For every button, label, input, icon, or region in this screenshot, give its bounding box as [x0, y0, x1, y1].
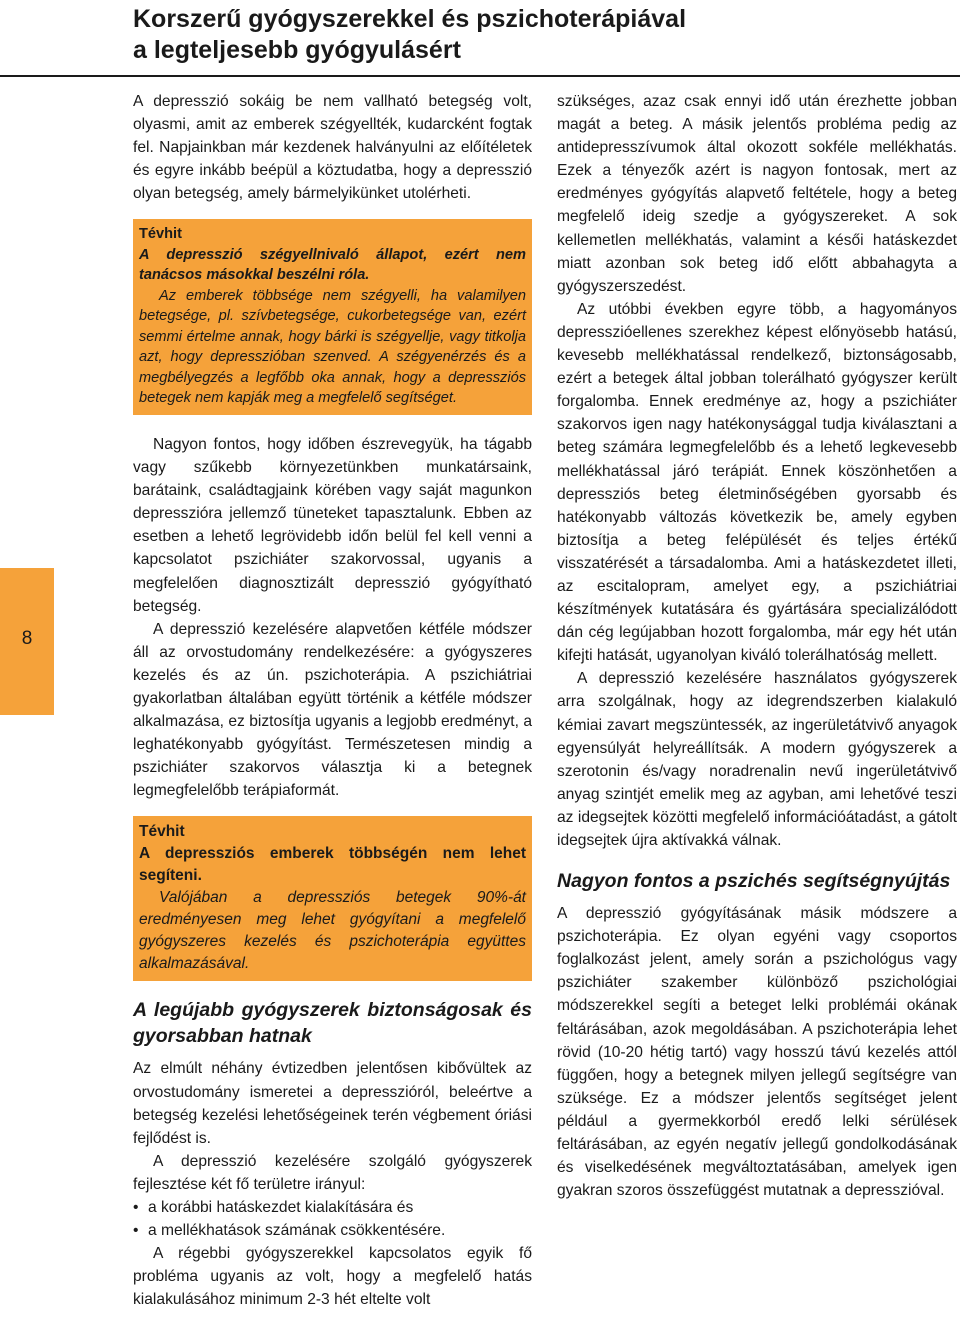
section-heading: A legújabb gyógyszerek biztonságosak és gyorsabban hatnak: [133, 999, 532, 1048]
paragraph: A depresszió kezelésére szolgáló gyógyszerek fejlesztése két fő területre irányul:: [133, 1152, 532, 1193]
myth-label: Tévhit: [139, 226, 182, 243]
list-item: • a mellékhatások számának csökkentésére.: [133, 1219, 532, 1242]
section-heading: Nagyon fontos a pszichés segítségnyújtás: [557, 870, 951, 893]
myth-body: Valójában a depressziós betegek 90%-át eredményesen meg lehet gyógyítani a megfelelő gyógyszeres kezelés és pszichoterápia együttes alkalmazásával.: [139, 889, 526, 973]
paragraph: A depresszió gyógyításának másik módszere a pszichoterápia. Ez olyan egyéni vagy csoportos foglalkozást jelent, amely során a pszichológus vagy pszichiáter szakember különböző pszichológiai módszerekkel segíti a beteget lelki problémái okának feltárásában, azok megoldásában. A pszichoterápia lehet rövid (10-20 hétig tartó) vagy hosszú távú kezelés attól függően, hogy a betegnek milyen jellegű segítségre van szüksége. Ez a módszer jelentős segítséget jelent például a gyermekkorból eredő lelki sérülések feltárásában, az egyén negatív jellegű gondolkodásának és viselkedésének megváltoztatásában, amelyek igen gyakran szoros összefüggést mutatnak a depresszióval.: [557, 905, 957, 1200]
intro-paragraph: A depresszió sokáig be nem vallható betegség volt, olyasmi, amit az emberek szégyellték, kudarcként fogtak fel. Napjainkban már kezdenek halványulni az előítéletek és egyre inkább beépül a köztudatba, hogy a depresszió olyan betegség, amely bármelyikünket utolérheti.: [133, 93, 532, 203]
title-line-2: a legteljesebb gyógyulásért: [133, 36, 461, 64]
page-title: [133, 4, 953, 66]
myth-label: Tévhit: [139, 823, 185, 841]
right-column: [557, 90, 957, 1202]
title-divider: [0, 75, 960, 77]
list-item: • a korábbi hatáskezdet kialakítására és: [133, 1196, 532, 1219]
paragraph: A régebbi gyógyszerekkel kapcsolatos egyik fő probléma ugyanis az volt, hogy a megfelelő hatás kialakulásához minimum 2-3 hét eltelte volt: [133, 1245, 532, 1309]
paragraph: Nagyon fontos, hogy időben észrevegyük, ha tágabb vagy szűkebb környezetünkben munkatársaink, barátaink, családtagjaink körében vagy saját magunkon depresszióra jellemző tüneteket tapasztalunk. Ebben az esetben a lehető legrövidebb időn belül fel kell venni a kapcsolatot pszichiáter szakorvossal, ugyanis a megfelelően diagnosztizált depresszió gyógyítható betegség.: [133, 435, 532, 615]
myth-headline: A depresszió szégyellnivaló állapot, ezért nem tanácsos másokkal beszélni róla.: [139, 246, 526, 284]
paragraph: A depresszió kezelésére használatos gyógyszerek arra szolgálnak, hogy az idegrendszerben kialakuló kémiai zavart megszüntessék, az ingerületátvivő anyagok egyensúlyát helyreállítsák. A modern gyógyszerek a szerotonin és/vagy noradrenalin nevű ingerületátvivő anyag szintjét emelik meg az agyban, ami lehetővé teszi az idegsejtek közötti megfelelő információátadást, a gátolt idegsejtek újra aktívakká válnak.: [557, 670, 957, 849]
myth-body: Az emberek többsége nem szégyelli, ha valamilyen betegsége, pl. szívbetegsége, cukorbetegsége van, ezért semmi értelme annak, hogy bárki is szégyellje, vagy titkolja azt, hogy depresszióban szenved. A szégyenérzés és a megbélyegzés a legfőbb oka annak, hogy a depressziós betegek nem kapják meg a megfelelő segítséget.: [139, 287, 526, 407]
myth-box-1: [133, 219, 532, 415]
paragraph: Az utóbbi években egyre több, a hagyományos depresszióellenes szerekhez képest előnyösebb hatású, kevesebb mellékhatással rendelkező, biztonságosabb, ezért a betegek által jobban tolerálható gyógyszer került forgalomba. Ennek eredménye az, hogy a pszichiáter szakorvos igen nagy hatékonysággal tudja kiválasztani a beteg számára legmegfelelőbb és a lehető legkevesebb mellékhatással járó terápiát. Ennek köszönhetően a depressziós beteg életminőségében gyorsabb és hatékonyabb változás következik be, amely egyben biztosítja a beteg felépülését és teljes értékű visszatérését a társadalomba. Ami a hatáskezdetet illeti, az escitalopram, amelyet egy, a pszichiátriai készítmények kutatására és gyártására specializálódott dán cég legújabban hozott forgalomba, már egy hét után kifejti hatását, ugyanolyan kiváló tolerálhatóság mellett.: [557, 300, 957, 665]
myth-box-2: [133, 816, 532, 981]
left-column: [133, 90, 532, 1312]
paragraph: A depresszió kezelésére alapvetően kétféle módszer áll az orvostudomány rendelkezésére: a gyógyszeres kezelés és az ún. pszichoterápia. A pszichiátriai gyakorlatban általában együtt történik a kétféle módszer alkalmazása, ez biztosítja ugyanis a legjobb eredményt, a leghatékonyabb gyógyítást. Természetesen mindig a pszichiáter szakorvos választja ki a betegnek legmegfelelőbb terápiaformát.: [133, 620, 532, 800]
paragraph: szükséges, azaz csak ennyi idő után érezhette jobban magát a beteg. A másik jelentős probléma pedig az antidepresszívumok által okozott sokféle mellékhatás. Ezek a tényezők azért is nagyon fontosak, mert az eredményes gyógyítás alapvető feltétele, hogy a beteg megfelelő ideig szedje a gyógyszereket. A sok kellemetlen mellékhatás, valamint a késői hatáskezdet miatt azonban sok beteg idő előtt abbahagyta a gyógyszerszedést.: [557, 93, 957, 295]
myth-headline: A depressziós emberek többségén nem lehet segíteni.: [139, 845, 526, 885]
bullet-list: [133, 1196, 532, 1242]
paragraph: Az elmúlt néhány évtizedben jelentősen kibővültek az orvostudomány ismeretei a depresszióról, beleértve a betegség kezelési lehetőségeinek terén végbement óriási fejlődést is.: [133, 1060, 532, 1147]
page-number: 8: [21, 628, 33, 649]
title-line-1: Korszerű gyógyszerekkel és pszichoterápiával: [133, 5, 687, 33]
